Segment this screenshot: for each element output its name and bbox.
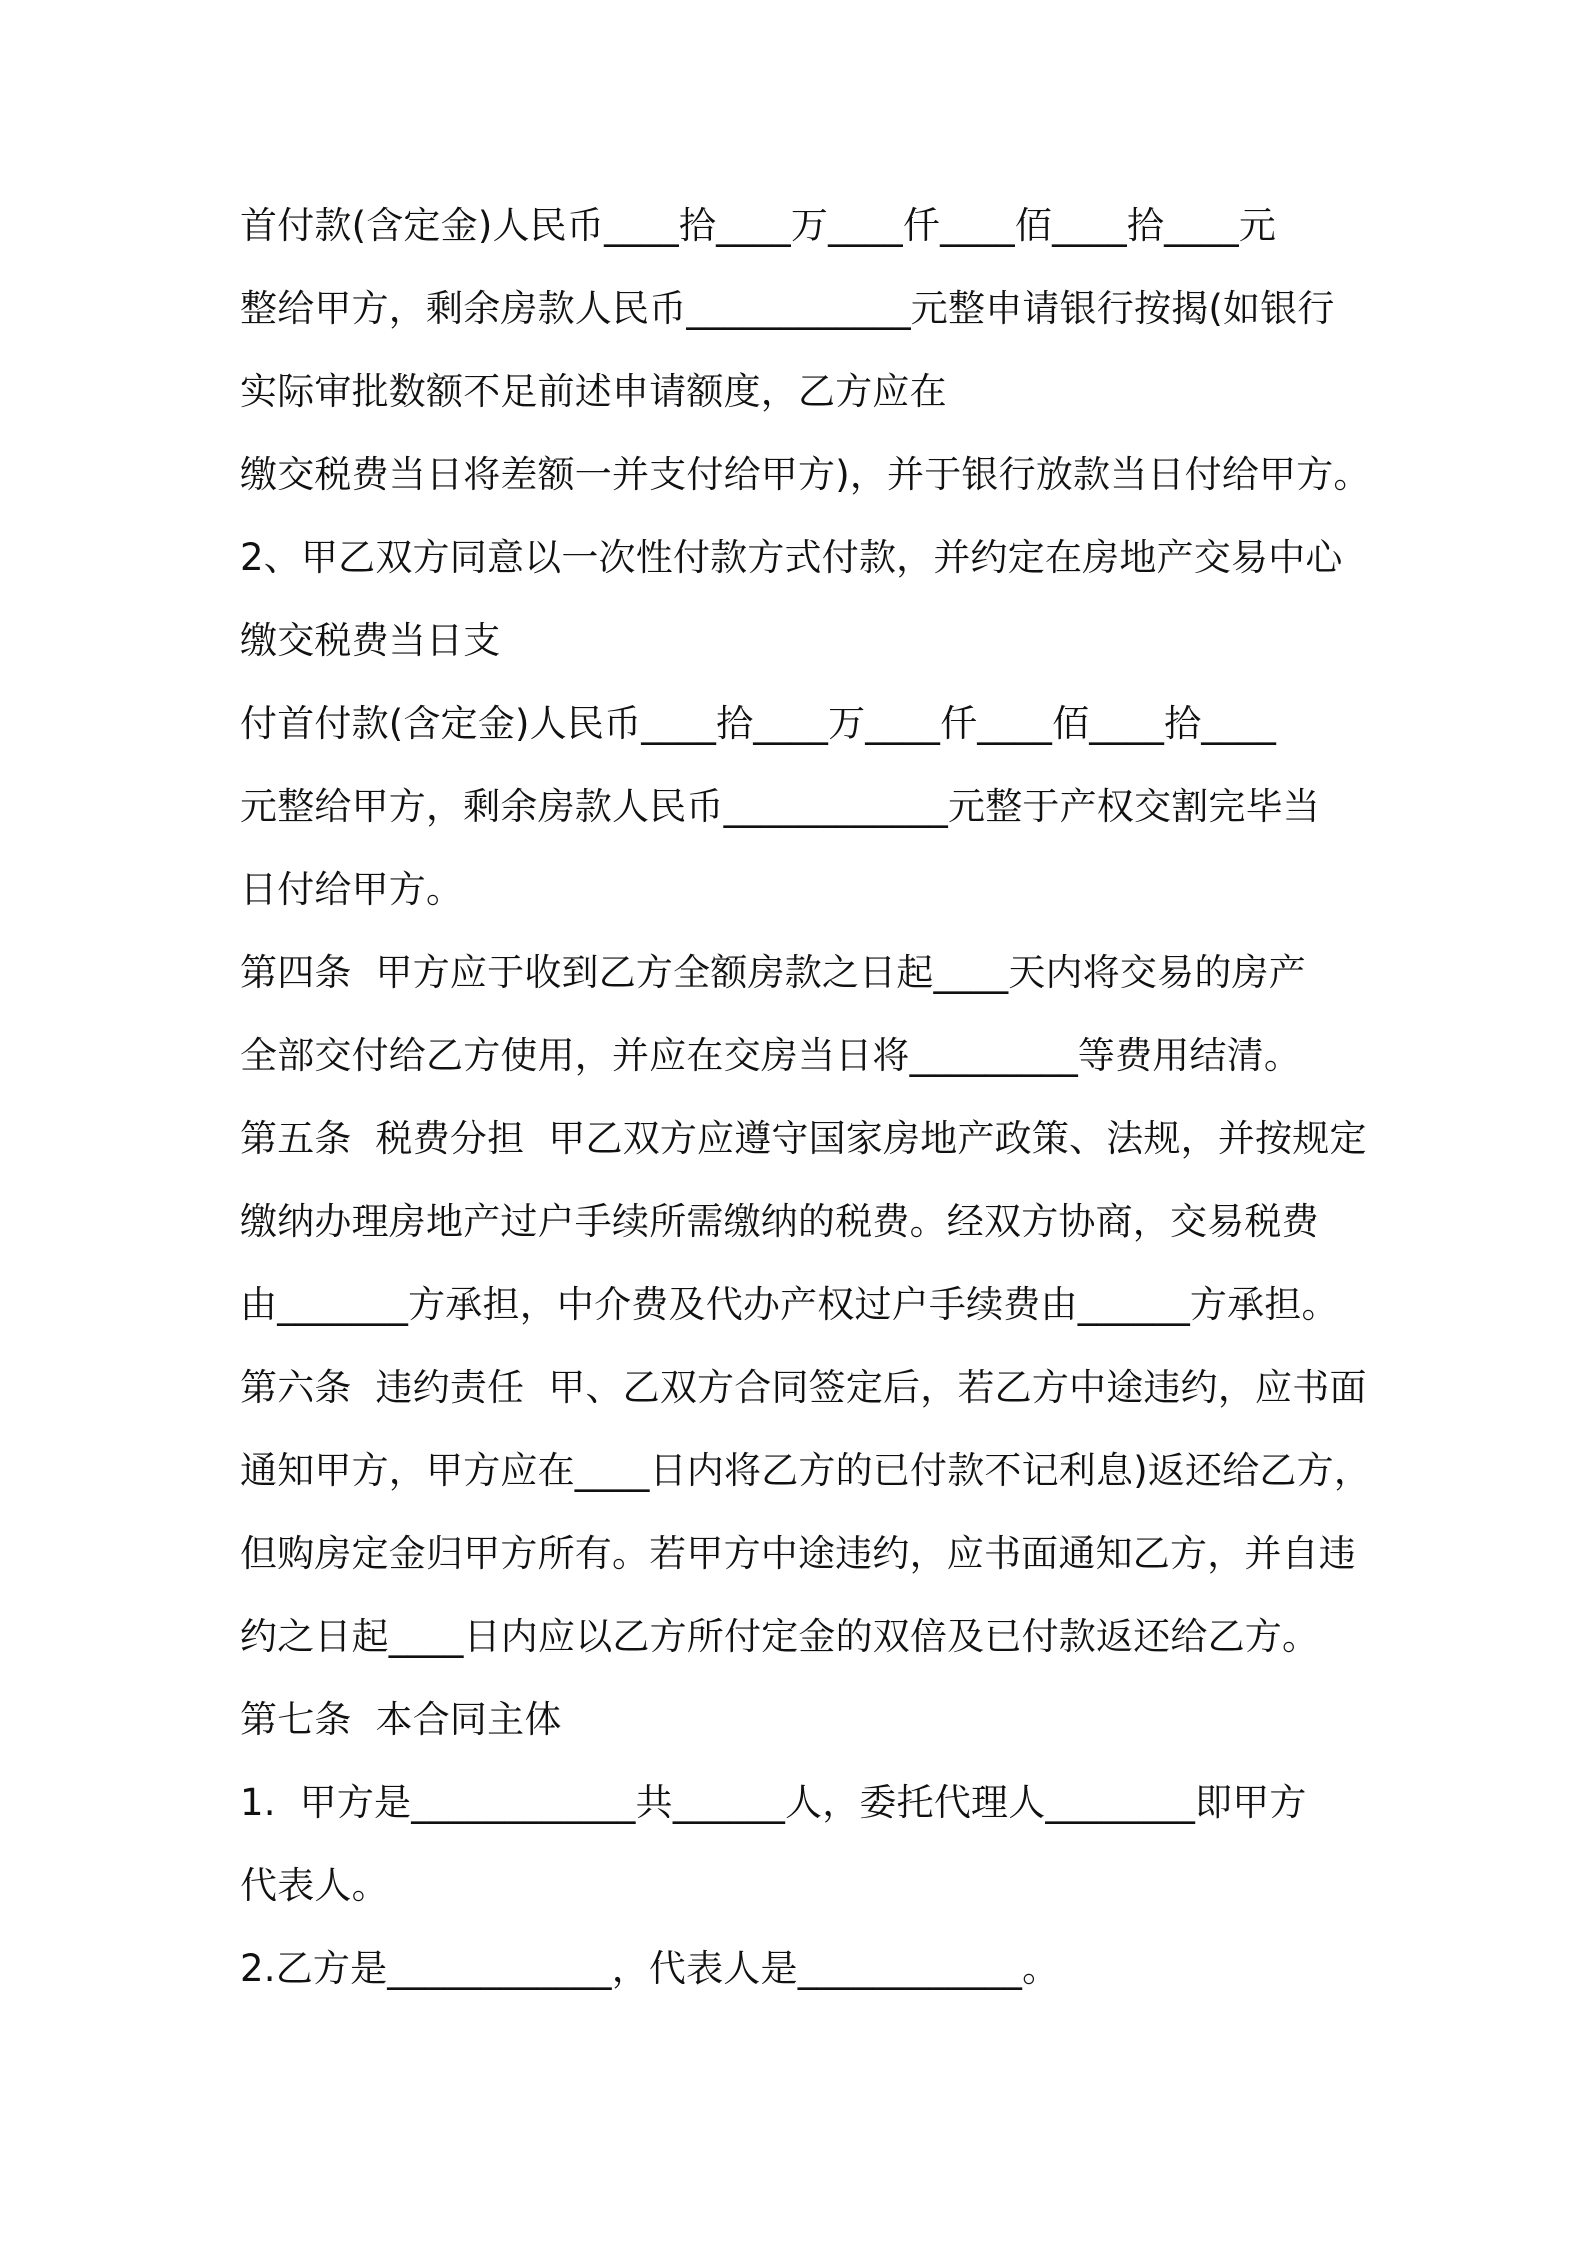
text-line: 代表人。 bbox=[240, 1864, 389, 1907]
text-line: 全部交付给乙方使用，并应在交房当日将_________等费用结清。 bbox=[240, 1034, 1302, 1077]
text-line: 2.乙方是____________，代表人是____________。 bbox=[240, 1947, 1060, 1990]
text-line: 2、甲乙双方同意以一次性付款方式付款，并约定在房地产交易中心 bbox=[240, 536, 1343, 579]
text-line: 付首付款(含定金)人民币____拾____万____仟____佰____拾____ bbox=[240, 702, 1277, 745]
text-line: 由_______方承担，中介费及代办产权过户手续费由______方承担。 bbox=[240, 1283, 1339, 1326]
text-line: 整给甲方，剩余房款人民币____________元整申请银行按揭(如银行 bbox=[240, 287, 1335, 330]
article-5-line: 第五条 税费分担 甲乙双方应遵守国家房地产政策、法规，并按规定 bbox=[240, 1117, 1367, 1160]
text-line: 元整给甲方，剩余房款人民币____________元整于产权交割完毕当 bbox=[240, 785, 1320, 828]
article-6-line: 第六条 违约责任 甲、乙双方合同签定后，若乙方中途违约，应书面 bbox=[240, 1366, 1367, 1409]
text-line: 缴纳办理房地产过户手续所需缴纳的税费。经双方协商，交易税费 bbox=[240, 1200, 1319, 1243]
text-line: 缴交税费当日将差额一并支付给甲方)，并于银行放款当日付给甲方。 bbox=[240, 453, 1371, 496]
text-line: 1. 甲方是____________共______人，委托代理人________即甲方 bbox=[240, 1781, 1307, 1824]
article-7-line: 第七条 本合同主体 bbox=[240, 1698, 562, 1741]
text-line: 约之日起____日内应以乙方所付定金的双倍及已付款返还给乙方。 bbox=[240, 1615, 1320, 1658]
text-line: 首付款(含定金)人民币____拾____万____仟____佰____拾____元 bbox=[240, 204, 1277, 247]
text-line: 缴交税费当日支 bbox=[240, 619, 501, 662]
text-line: 实际审批数额不足前述申请额度，乙方应在 bbox=[240, 370, 947, 413]
contract-body bbox=[240, 198, 1390, 2024]
text-line: 通知甲方，甲方应在____日内将乙方的已付款不记利息)返还给乙方， bbox=[240, 1449, 1372, 1492]
text-line: 日付给甲方。 bbox=[240, 868, 464, 911]
text-line: 但购房定金归甲方所有。若甲方中途违约，应书面通知乙方，并自违 bbox=[240, 1532, 1356, 1575]
article-4-line: 第四条 甲方应于收到乙方全额房款之日起____天内将交易的房产 bbox=[240, 951, 1306, 994]
